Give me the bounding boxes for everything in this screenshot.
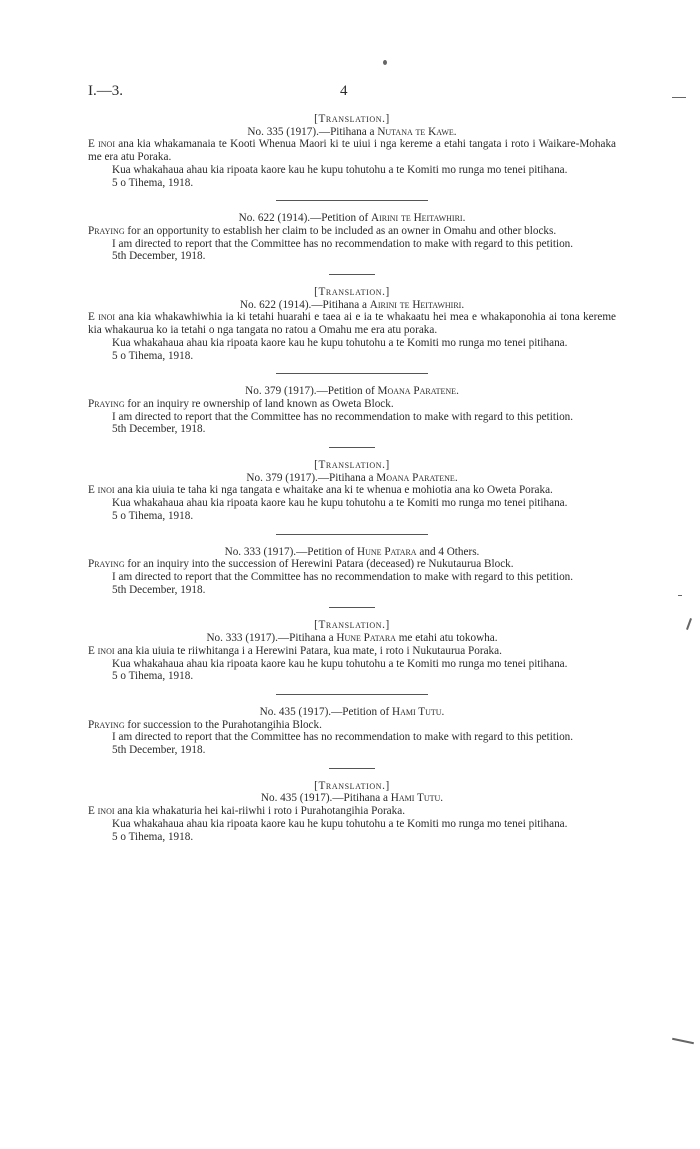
section-divider bbox=[276, 694, 428, 695]
petition-title: No. 335 (1917).—Pitihana a Nutana te Kawe. bbox=[247, 125, 457, 138]
page-reference: I.—3. bbox=[88, 83, 123, 99]
petition-body: E inoi ana kia whakaturia hei kai-riiwhi i roto i Purahotangihia Poraka. bbox=[88, 805, 405, 818]
petition-379 bbox=[88, 385, 616, 436]
scan-speck bbox=[672, 97, 686, 98]
petitions-content bbox=[88, 113, 616, 843]
committee-recommendation: I am directed to report that the Committee has no recommendation to make with regard to this petition. bbox=[112, 731, 574, 744]
petitioner-name: Airini te Heitawhiri bbox=[369, 298, 462, 311]
petitioner-name: Hami Tutu bbox=[390, 792, 441, 805]
committee-recommendation: Kua whakahaua ahau kia ripoata kaore kau he kupu tohutohu a te Komiti mo runga mo tenei pitihana. bbox=[112, 336, 568, 349]
translation-heading: [Translation.] bbox=[314, 286, 390, 299]
scan-speck bbox=[678, 595, 682, 596]
petition-body: Praying for succession to the Purahotangihia Block. bbox=[88, 718, 322, 731]
petition-translation-379 bbox=[88, 459, 616, 523]
translation-heading: [Translation.] bbox=[314, 113, 390, 125]
translation-divider bbox=[329, 274, 375, 275]
petition-title: No. 622 (1914).—Petition of Airini te Heitawhiri. bbox=[238, 212, 466, 225]
report-date: 5 o Tihema, 1918. bbox=[112, 830, 194, 843]
scan-speck bbox=[686, 618, 692, 630]
report-date: 5 o Tihema, 1918. bbox=[112, 176, 194, 189]
report-date: 5 o Tihema, 1918. bbox=[112, 670, 194, 683]
committee-recommendation: I am directed to report that the Committee has no recommendation to make with regard to this petition. bbox=[112, 410, 574, 423]
translation-divider bbox=[329, 607, 375, 608]
petition-title: No. 622 (1914).—Pitihana a Airini te Heitawhiri. bbox=[239, 298, 465, 311]
petitioner-name: Moana Paratene bbox=[377, 385, 457, 398]
committee-recommendation: Kua whakahaua ahau kia ripoata kaore kau he kupu tohutohu a te Komiti mo runga mo tenei pitihana. bbox=[112, 657, 568, 670]
committee-recommendation: Kua whakahaua ahau kia ripoata kaore kau he kupu tohutohu a te Komiti mo runga mo tenei pitihana. bbox=[112, 817, 568, 830]
report-date: 5th December, 1918. bbox=[112, 744, 206, 757]
report-date: 5th December, 1918. bbox=[112, 423, 206, 436]
petition-body: E inoi ana kia uiuia te riiwhitanga i a Herewini Patara, kua mate, i roto i Nukutaurua Poraka. bbox=[88, 644, 502, 657]
petition-333 bbox=[88, 546, 616, 597]
petition-622 bbox=[88, 212, 616, 263]
section-divider bbox=[276, 200, 428, 201]
committee-recommendation: Kua whakahaua ahau kia ripoata kaore kau he kupu tohutohu a te Komiti mo runga mo tenei pitihana. bbox=[112, 163, 568, 176]
petitioner-name: Hami Tutu bbox=[392, 705, 442, 718]
petition-body: Praying for an opportunity to establish her claim to be included as an owner in Omahu and other blocks. bbox=[88, 224, 557, 237]
petition-translation-435 bbox=[88, 780, 616, 844]
translation-heading: [Translation.] bbox=[314, 779, 390, 792]
report-date: 5th December, 1918. bbox=[112, 583, 206, 596]
petition-title: No. 333 (1917).—Petition of Hune Patara and 4 Others. bbox=[224, 545, 480, 558]
section-divider bbox=[276, 373, 428, 374]
petition-translation-622 bbox=[88, 286, 616, 362]
petition-title: No. 435 (1917).—Petition of Hami Tutu. bbox=[259, 705, 445, 718]
petition-title: No. 435 (1917).—Pitihana a Hami Tutu. bbox=[260, 792, 444, 805]
section-divider bbox=[276, 534, 428, 535]
scan-speck bbox=[672, 1038, 694, 1045]
petition-body: E inoi ana kia whakawhiwhia ia ki tetahi huarahi e taea ai e ia te whakaatu hei mea e whakaponohia ai tona kereme kia whakaurua ko ia tetahi o nga tangata no ratou a Omahu me era atu poraka. bbox=[88, 311, 617, 337]
petition-body: Praying for an inquiry re ownership of land known as Oweta Block. bbox=[88, 397, 394, 410]
committee-recommendation: I am directed to report that the Committee has no recommendation to make with regard to this petition. bbox=[112, 570, 574, 583]
report-date: 5 o Tihema, 1918. bbox=[112, 349, 194, 362]
petition-title: No. 333 (1917).—Pitihana a Hune Patara me etahi atu tokowha. bbox=[206, 632, 498, 645]
petitioner-name: Airini te Heitawhiri bbox=[371, 212, 463, 225]
report-date: 5 o Tihema, 1918. bbox=[112, 509, 194, 522]
petition-body: E inoi ana kia whakamanaia te Kooti Whenua Maori ki te uiui i nga kereme a etahi tangata i roto i Waikare-Mohaka me era atu Poraka. bbox=[88, 138, 616, 164]
petitioner-name: Moana Paratene bbox=[376, 471, 455, 484]
scan-speck bbox=[383, 60, 387, 65]
translation-heading: [Translation.] bbox=[314, 459, 390, 472]
petition-435 bbox=[88, 706, 616, 757]
petition-translation-335 bbox=[88, 113, 616, 189]
committee-recommendation: Kua whakahaua ahau kia ripoata kaore kau he kupu tohutohu a te Komiti mo runga mo tenei pitihana. bbox=[112, 497, 568, 510]
petition-translation-333 bbox=[88, 619, 616, 683]
report-date: 5th December, 1918. bbox=[112, 250, 206, 263]
petitioner-name: Hune Patara bbox=[357, 545, 417, 558]
page-number: 4 bbox=[340, 83, 348, 99]
petitioner-name: Nutana te Kawe bbox=[377, 125, 454, 138]
petitioner-name: Hune Patara bbox=[336, 632, 396, 645]
committee-recommendation: I am directed to report that the Committee has no recommendation to make with regard to this petition. bbox=[112, 237, 574, 250]
petition-body: E inoi ana kia uiuia te taha ki nga tangata e whaitake ana ki te whenua e mohiotia ana ko Oweta Poraka. bbox=[88, 484, 553, 497]
translation-divider bbox=[329, 768, 375, 769]
translation-heading: [Translation.] bbox=[314, 619, 390, 632]
petition-title: No. 379 (1917).—Petition of Moana Paratene. bbox=[245, 385, 459, 398]
petition-title: No. 379 (1917).—Pitihana a Moana Paratene. bbox=[246, 471, 458, 484]
petition-body: Praying for an inquiry into the succession of Herewini Patara (deceased) re Nukutaurua Block. bbox=[88, 558, 514, 571]
translation-divider bbox=[329, 447, 375, 448]
